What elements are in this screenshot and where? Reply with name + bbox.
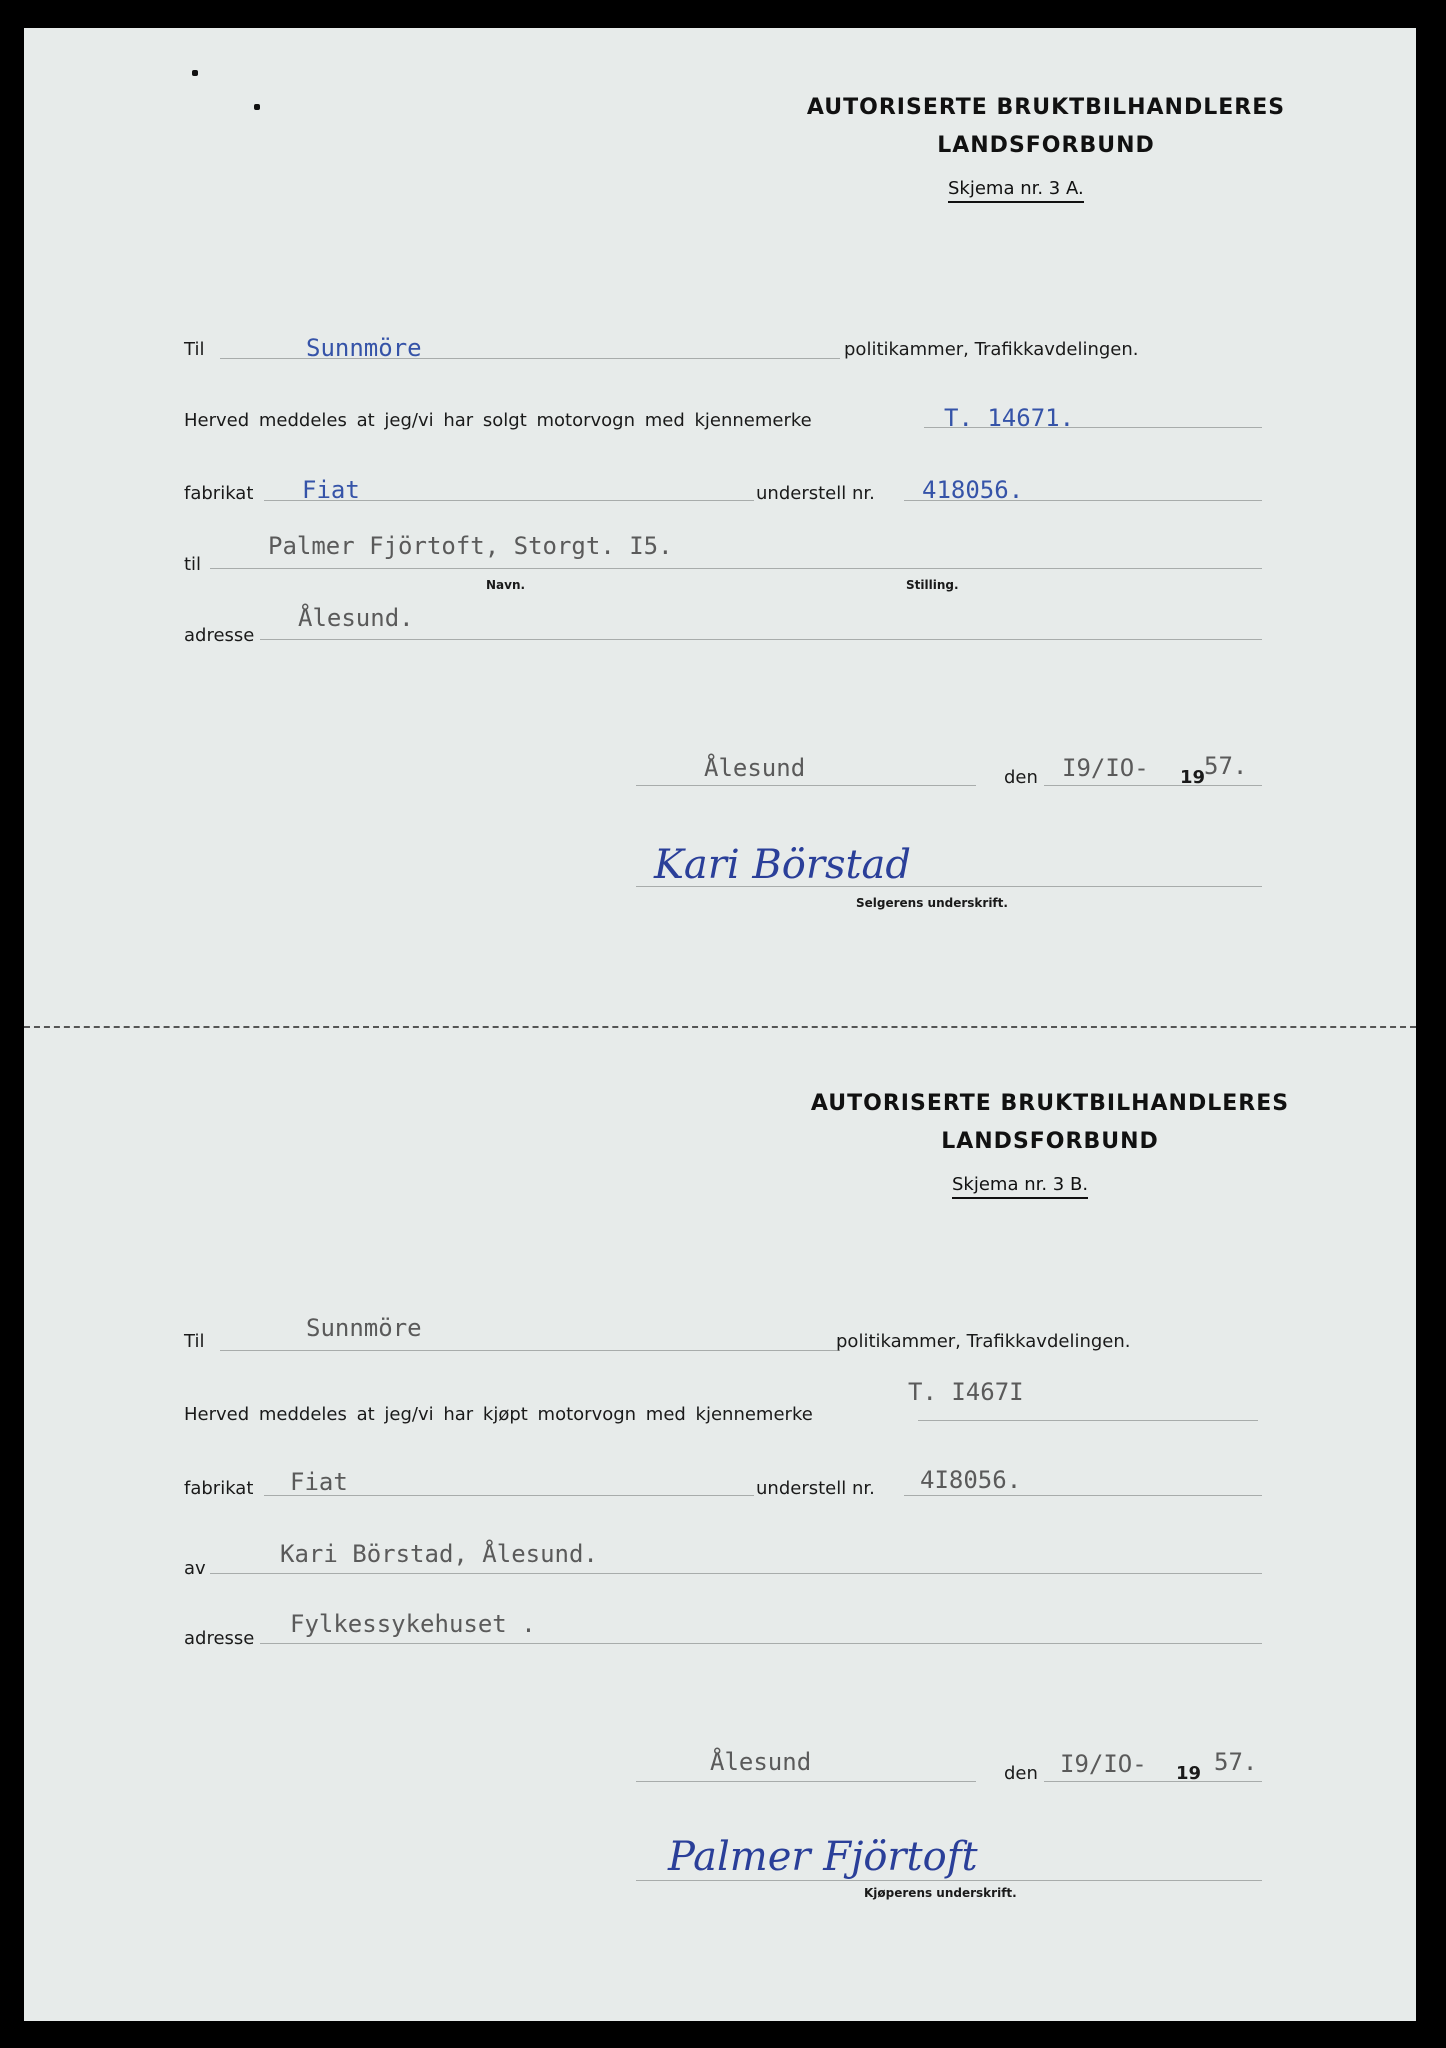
org-name-line2: LANDSFORBUND xyxy=(941,1129,1159,1154)
year-prefix: 19 xyxy=(1180,767,1206,788)
org-name-line1: AUTORISERTE BRUKTBILHANDLERES xyxy=(806,95,1286,120)
year-prefix: 19 xyxy=(1176,1763,1202,1784)
police-suffix: politikammer, Trafikkavdelingen. xyxy=(836,1331,1131,1352)
party-value: Kari Börstad, Ålesund. xyxy=(280,1540,598,1568)
adresse-label: adresse xyxy=(184,625,255,646)
police-suffix: politikammer, Trafikkavdelingen. xyxy=(844,339,1139,360)
adresse-value: Ålesund. xyxy=(298,604,414,632)
year-value: 57. xyxy=(1204,752,1248,780)
statement-text: Herved meddeles at jeg/vi har solgt motorvogn med kjennemerke xyxy=(184,410,812,431)
corner-mark xyxy=(254,104,260,110)
schema-number: Skjema nr. 3 B. xyxy=(952,1174,1088,1199)
perforation-line xyxy=(24,1026,1416,1028)
buyer-signature: Palmer Fjörtoft xyxy=(668,1834,978,1880)
navn-caption: Navn. xyxy=(486,578,526,592)
corner-mark xyxy=(192,70,198,76)
seller-signature-caption: Selgerens underskrift. xyxy=(856,896,1008,910)
seller-signature: Kari Börstad xyxy=(654,842,912,888)
year-value: 57. xyxy=(1214,1748,1258,1776)
party-label: til xyxy=(184,554,202,575)
fabrikat-value: Fiat xyxy=(302,476,360,504)
org-name-line1: AUTORISERTE BRUKTBILHANDLERES xyxy=(810,1091,1290,1116)
place-value: Ålesund xyxy=(710,1748,812,1776)
til-label: Til xyxy=(184,339,205,360)
fabrikat-label: fabrikat xyxy=(184,483,254,504)
adresse-value: Fylkessykehuset . xyxy=(290,1610,536,1638)
schema-number: Skjema nr. 3 A. xyxy=(948,178,1084,203)
statement-text: Herved meddeles at jeg/vi har kjøpt motorvogn med kjennemerke xyxy=(184,1404,813,1425)
adresse-label: adresse xyxy=(184,1628,255,1649)
registration-value: T. I467I xyxy=(908,1378,1024,1406)
den-label: den xyxy=(1004,767,1038,788)
party-value: Palmer Fjörtoft, Storgt. I5. xyxy=(268,532,673,560)
registration-value: T. 14671. xyxy=(944,404,1075,432)
police-district-value: Sunnmöre xyxy=(306,334,422,362)
understell-value: 4I8056. xyxy=(920,1466,1022,1494)
understell-value: 418056. xyxy=(922,476,1024,504)
stilling-caption: Stilling. xyxy=(906,578,959,592)
fabrikat-value: Fiat xyxy=(290,1468,348,1496)
til-label: Til xyxy=(184,1331,205,1352)
org-name-line2: LANDSFORBUND xyxy=(937,133,1155,158)
date-value: I9/IO- xyxy=(1062,754,1149,782)
document-sheet xyxy=(24,28,1416,2021)
fabrikat-label: fabrikat xyxy=(184,1478,254,1499)
place-value: Ålesund xyxy=(704,754,806,782)
police-district-value: Sunnmöre xyxy=(306,1314,422,1342)
date-value: I9/IO- xyxy=(1060,1750,1147,1778)
party-label: av xyxy=(184,1558,206,1579)
understell-label: understell nr. xyxy=(756,1478,875,1499)
den-label: den xyxy=(1004,1763,1038,1784)
buyer-signature-caption: Kjøperens underskrift. xyxy=(864,1886,1017,1900)
understell-label: understell nr. xyxy=(756,483,875,504)
